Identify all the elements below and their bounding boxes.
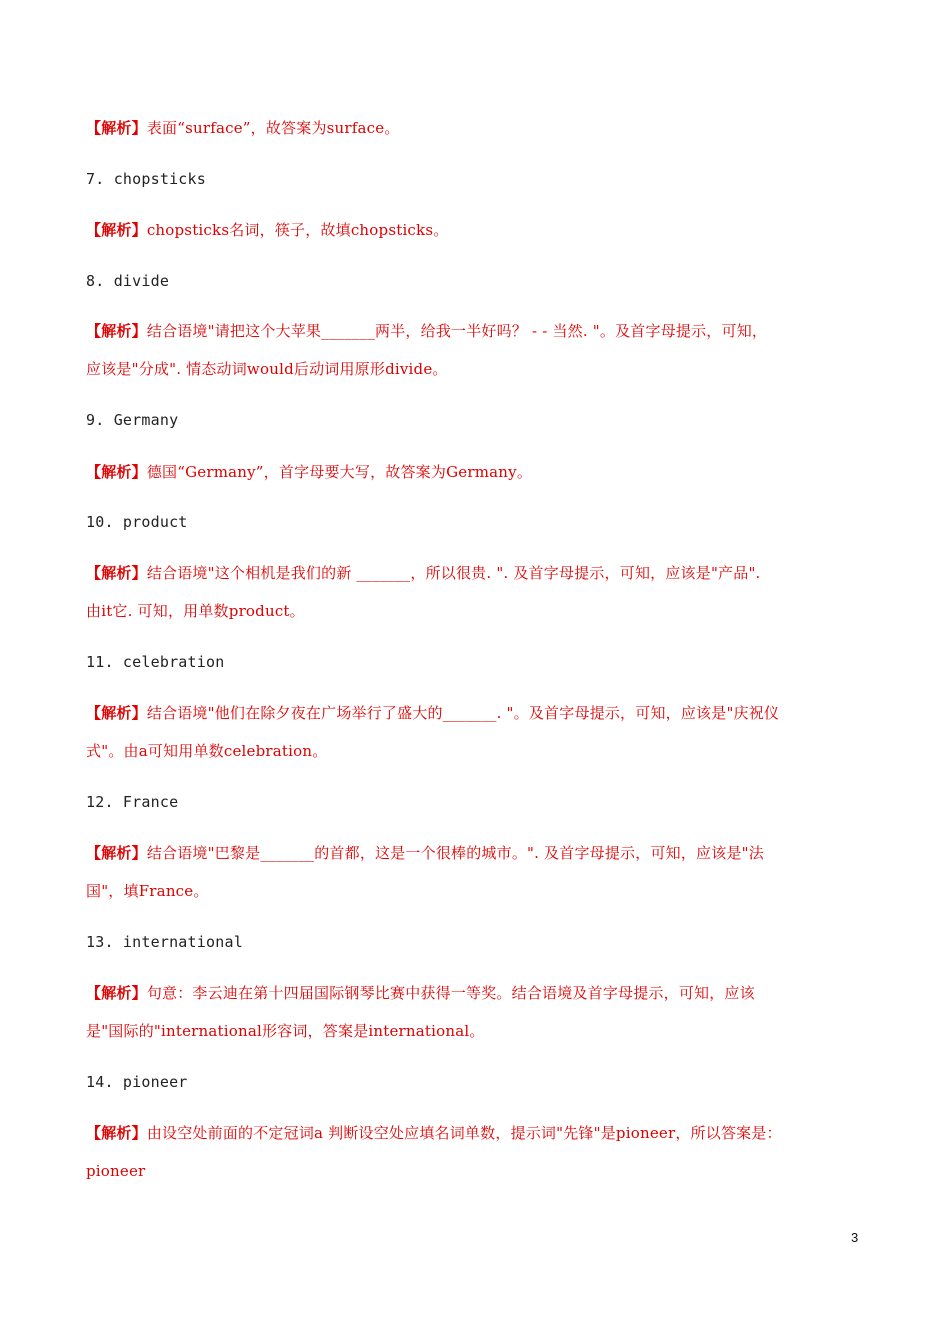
answer-11: 11. celebration [86,653,225,671]
explanation-13-line-2: 是"国际的"international形容词，答案是international。 [86,1022,485,1040]
answer-9: 9. Germany [86,411,179,429]
answer-14: 14. pioneer [86,1073,188,1091]
explanation-13-line-1 [86,983,876,1003]
explanation-tag: 【解析】 [86,1124,147,1142]
explanation-text: 表面“surface”，故答案为surface。 [146,119,400,137]
explanation-tag: 【解析】 [86,322,147,340]
explanation-text: 结合语境"巴黎是_______的首都，这是一个很棒的城市。". 及首字母提示，可知，应该是"法 [146,844,764,862]
explanation-12-line-2: 国"，填France。 [86,882,209,900]
explanation-text: 由设空处前面的不定冠词a 判断设空处应填名词单数，提示词"先锋"是pioneer，所以答案是： [146,1124,782,1142]
answer-12: 12. France [86,793,179,811]
explanation-tag: 【解析】 [86,704,147,722]
explanation-text: chopsticks名词，筷子，故填chopsticks。 [146,221,449,239]
explanation-11-line-1 [86,703,876,723]
explanation-1 [86,118,876,138]
explanation-tag: 【解析】 [86,984,147,1002]
explanation-tag: 【解析】 [86,564,147,582]
explanation-text: 德国“Germany”，首字母要大写，故答案为Germany。 [146,463,533,481]
answer-7: 7. chopsticks [86,170,206,188]
explanation-12-line-1 [86,843,876,863]
explanation-text: 句意：李云迪在第十四届国际钢琴比赛中获得一等奖。结合语境及首字母提示，可知，应该 [146,984,755,1002]
explanation-14-line-2: pioneer [86,1162,146,1180]
explanation-tag: 【解析】 [86,119,147,137]
page-number: 3 [851,1230,859,1245]
explanation-tag: 【解析】 [86,844,147,862]
explanation-14-line-1 [86,1123,876,1143]
answer-13: 13. international [86,933,243,951]
explanation-8-line-1 [86,321,876,341]
explanation-11-line-2: 式"。由a可知用单数celebration。 [86,742,328,760]
explanation-10-line-2: 由it它. 可知，用单数product。 [86,602,305,620]
explanation-text: 结合语境"请把这个大苹果_______两半，给我一半好吗？ - - 当然. "。及首字母提示，可知， [146,322,768,340]
explanation-8-line-2: 应该是"分成". 情态动词would后动词用原形divide。 [86,360,448,378]
explanation-text: 结合语境"他们在除夕夜在广场举行了盛大的_______. "。及首字母提示，可知，应该是"庆祝仪 [146,704,780,722]
explanation-9 [86,462,876,482]
explanation-tag: 【解析】 [86,463,147,481]
explanation-tag: 【解析】 [86,221,147,239]
explanation-10-line-1 [86,563,876,583]
answer-8: 8. divide [86,272,170,290]
explanation-text: 结合语境"这个相机是我们的新 _______，所以很贵. ". 及首字母提示，可知，应该是"产品". [146,564,761,582]
answer-10: 10. product [86,513,188,531]
explanation-7 [86,220,876,240]
